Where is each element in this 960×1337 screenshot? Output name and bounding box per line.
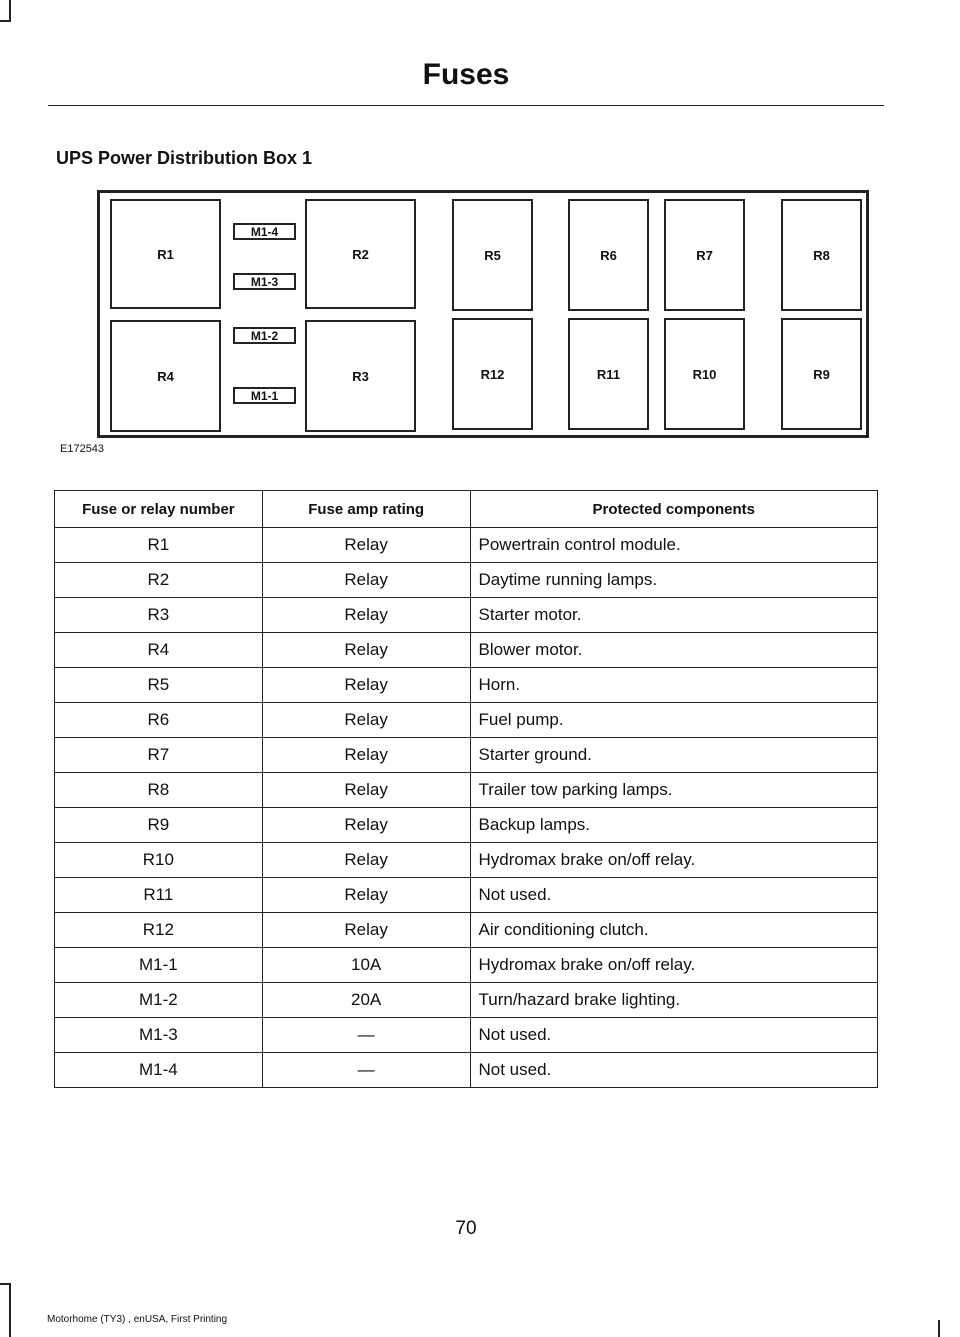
component-cell: Hydromax brake on/off relay. <box>470 948 878 983</box>
fuse-number-cell: R12 <box>55 913 263 948</box>
fuse-number-cell: R6 <box>55 703 263 738</box>
amp-rating-cell: Relay <box>262 843 470 878</box>
table-row <box>55 878 878 913</box>
component-cell: Air conditioning clutch. <box>470 913 878 948</box>
table-row <box>55 703 878 738</box>
table-row <box>55 808 878 843</box>
crop-mark <box>9 1283 11 1337</box>
relay-r3: R3 <box>305 320 416 432</box>
relay-r2: R2 <box>305 199 416 309</box>
component-cell: Blower motor. <box>470 633 878 668</box>
component-cell: Backup lamps. <box>470 808 878 843</box>
table-row <box>55 738 878 773</box>
crop-mark <box>0 20 11 22</box>
fuse-number-cell: M1-2 <box>55 983 263 1018</box>
fuse-m1-3: M1-3 <box>233 273 296 290</box>
component-cell: Trailer tow parking lamps. <box>470 773 878 808</box>
amp-rating-cell: Relay <box>262 878 470 913</box>
component-cell: Fuel pump. <box>470 703 878 738</box>
table-row <box>55 1018 878 1053</box>
relay-r8: R8 <box>781 199 862 311</box>
amp-rating-cell: 10A <box>262 948 470 983</box>
fuse-number-cell: R5 <box>55 668 263 703</box>
table-row <box>55 913 878 948</box>
page-title: Fuses <box>422 58 510 91</box>
table-row <box>55 983 878 1018</box>
title-divider <box>48 105 884 106</box>
table-row <box>55 1053 878 1088</box>
amp-rating-cell: Relay <box>262 808 470 843</box>
relay-r6: R6 <box>568 199 649 311</box>
page-number: 70 <box>455 1218 477 1239</box>
fuse-number-cell: R4 <box>55 633 263 668</box>
fuse-number-cell: R7 <box>55 738 263 773</box>
fuse-m1-2: M1-2 <box>233 327 296 344</box>
table-row <box>55 563 878 598</box>
crop-mark <box>9 0 11 22</box>
component-cell: Not used. <box>470 1018 878 1053</box>
crop-mark <box>938 1320 940 1337</box>
relay-r5: R5 <box>452 199 533 311</box>
amp-rating-cell: Relay <box>262 913 470 948</box>
table-row <box>55 948 878 983</box>
fuse-number-cell: R10 <box>55 843 263 878</box>
component-cell: Turn/hazard brake lighting. <box>470 983 878 1018</box>
fuse-number-cell: R2 <box>55 563 263 598</box>
amp-rating-cell: Relay <box>262 668 470 703</box>
component-cell: Hydromax brake on/off relay. <box>470 843 878 878</box>
relay-r4: R4 <box>110 320 221 432</box>
amp-rating-cell: Relay <box>262 773 470 808</box>
figure-id: E172543 <box>60 443 105 455</box>
fuse-table <box>54 490 878 1088</box>
fuse-number-cell: M1-1 <box>55 948 263 983</box>
fuse-number-cell: M1-3 <box>55 1018 263 1053</box>
table-header-row <box>55 491 878 528</box>
fuse-number-cell: R9 <box>55 808 263 843</box>
component-cell: Horn. <box>470 668 878 703</box>
fuse-number-cell: M1-4 <box>55 1053 263 1088</box>
fuse-m1-4: M1-4 <box>233 223 296 240</box>
component-cell: Not used. <box>470 878 878 913</box>
table-row <box>55 598 878 633</box>
component-cell: Starter ground. <box>470 738 878 773</box>
table-row <box>55 633 878 668</box>
section-heading: UPS Power Distribution Box 1 <box>56 148 313 168</box>
component-cell: Powertrain control module. <box>470 528 878 563</box>
table-row <box>55 668 878 703</box>
fuse-number-cell: R11 <box>55 878 263 913</box>
component-cell: Starter motor. <box>470 598 878 633</box>
component-cell: Not used. <box>470 1053 878 1088</box>
fuse-number-cell: R3 <box>55 598 263 633</box>
fuse-number-cell: R1 <box>55 528 263 563</box>
footer-text: Motorhome (TY3) , enUSA, First Printing <box>47 1314 228 1325</box>
amp-rating-cell: Relay <box>262 598 470 633</box>
relay-r1: R1 <box>110 199 221 309</box>
relay-r10: R10 <box>664 318 745 430</box>
relay-r9: R9 <box>781 318 862 430</box>
table-row <box>55 773 878 808</box>
fuse-box-diagram <box>97 190 869 438</box>
amp-rating-cell: Relay <box>262 528 470 563</box>
amp-rating-cell: — <box>262 1053 470 1088</box>
amp-rating-cell: Relay <box>262 703 470 738</box>
column-header: Fuse or relay number <box>55 491 263 528</box>
table-row <box>55 843 878 878</box>
amp-rating-cell: — <box>262 1018 470 1053</box>
crop-mark <box>0 1283 11 1285</box>
table-row <box>55 528 878 563</box>
amp-rating-cell: Relay <box>262 633 470 668</box>
fuse-number-cell: R8 <box>55 773 263 808</box>
amp-rating-cell: 20A <box>262 983 470 1018</box>
fuse-m1-1: M1-1 <box>233 387 296 404</box>
column-header: Fuse amp rating <box>262 491 470 528</box>
relay-r11: R11 <box>568 318 649 430</box>
amp-rating-cell: Relay <box>262 738 470 773</box>
relay-r7: R7 <box>664 199 745 311</box>
relay-r12: R12 <box>452 318 533 430</box>
column-header: Protected components <box>470 491 878 528</box>
component-cell: Daytime running lamps. <box>470 563 878 598</box>
amp-rating-cell: Relay <box>262 563 470 598</box>
